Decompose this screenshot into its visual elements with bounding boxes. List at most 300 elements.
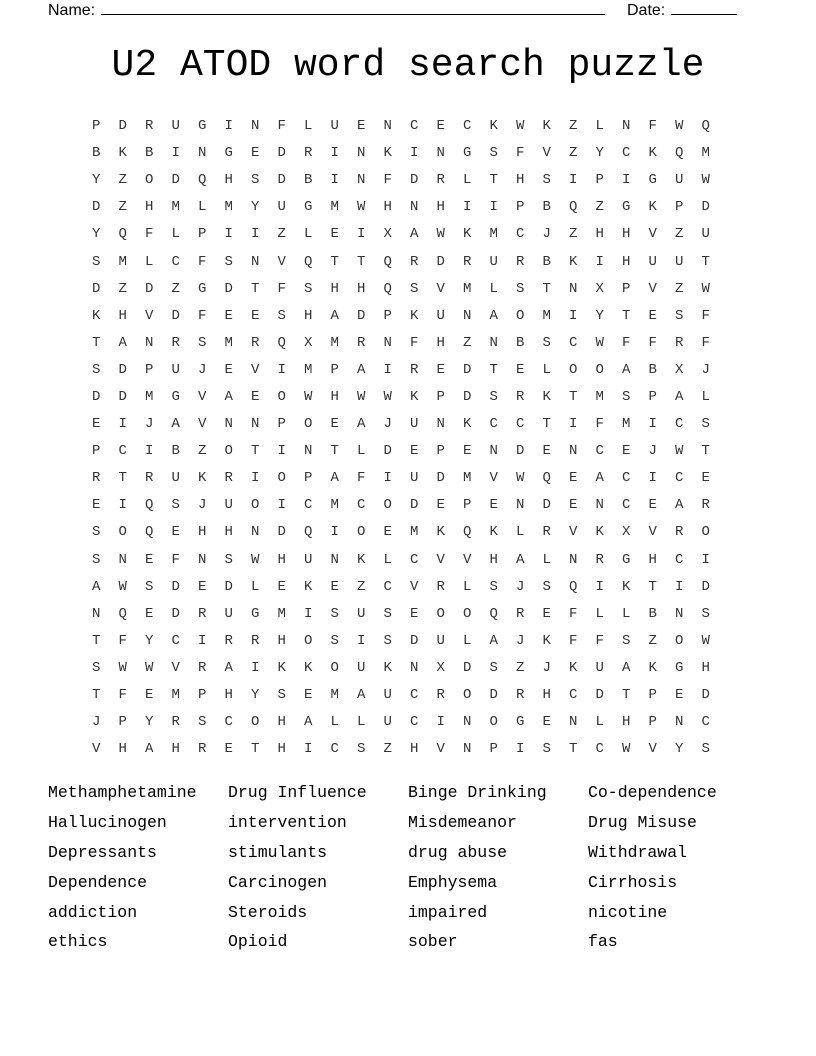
grid-letter[interactable]: W xyxy=(383,388,392,405)
grid-letter[interactable]: K xyxy=(357,551,366,568)
grid-letter[interactable]: J xyxy=(648,443,657,460)
grid-letter[interactable]: N xyxy=(569,714,578,731)
grid-letter[interactable]: Z xyxy=(171,280,180,297)
grid-letter[interactable]: P xyxy=(516,199,525,216)
grid-letter[interactable]: D xyxy=(701,199,710,216)
date-blank-line[interactable] xyxy=(671,0,737,15)
grid-letter[interactable]: H xyxy=(330,388,339,405)
grid-letter[interactable]: A xyxy=(304,714,313,731)
grid-letter[interactable]: E xyxy=(383,524,392,541)
grid-letter[interactable]: F xyxy=(595,632,604,649)
grid-letter[interactable]: H xyxy=(118,741,127,758)
grid-letter[interactable]: N xyxy=(145,334,154,351)
grid-letter[interactable]: H xyxy=(118,307,127,324)
grid-letter[interactable]: H xyxy=(224,172,233,189)
grid-letter[interactable]: O xyxy=(516,307,525,324)
grid-letter[interactable]: W xyxy=(145,659,154,676)
grid-letter[interactable]: U xyxy=(357,659,366,676)
grid-letter[interactable]: U xyxy=(224,497,233,514)
grid-letter[interactable]: W xyxy=(357,388,366,405)
grid-letter[interactable]: I xyxy=(251,226,260,243)
grid-letter[interactable]: L xyxy=(595,605,604,622)
grid-letter[interactable]: K xyxy=(410,388,419,405)
grid-letter[interactable]: K xyxy=(542,118,551,135)
grid-letter[interactable]: W xyxy=(701,632,710,649)
grid-letter[interactable]: F xyxy=(569,605,578,622)
grid-letter[interactable]: U xyxy=(648,253,657,270)
grid-letter[interactable]: K xyxy=(622,578,631,595)
grid-letter[interactable]: B xyxy=(92,145,101,162)
grid-letter[interactable]: H xyxy=(171,741,180,758)
grid-letter[interactable]: T xyxy=(622,687,631,704)
grid-letter[interactable]: S xyxy=(542,741,551,758)
grid-letter[interactable]: F xyxy=(357,470,366,487)
grid-letter[interactable]: Z xyxy=(383,741,392,758)
grid-letter[interactable]: E xyxy=(330,578,339,595)
grid-letter[interactable]: P xyxy=(595,172,604,189)
name-blank-line[interactable] xyxy=(101,0,605,15)
grid-letter[interactable]: D xyxy=(118,361,127,378)
grid-letter[interactable]: B xyxy=(542,199,551,216)
grid-letter[interactable]: I xyxy=(463,199,472,216)
grid-letter[interactable]: L xyxy=(595,714,604,731)
grid-letter[interactable]: F xyxy=(277,118,286,135)
grid-letter[interactable]: H xyxy=(145,199,154,216)
grid-letter[interactable]: E xyxy=(569,497,578,514)
grid-letter[interactable]: P xyxy=(622,280,631,297)
grid-letter[interactable]: D xyxy=(277,172,286,189)
grid-letter[interactable]: N xyxy=(569,280,578,297)
grid-letter[interactable]: M xyxy=(118,253,127,270)
grid-letter[interactable]: Z xyxy=(516,659,525,676)
grid-letter[interactable]: O xyxy=(251,714,260,731)
grid-letter[interactable]: E xyxy=(92,497,101,514)
grid-letter[interactable]: Q xyxy=(675,145,684,162)
grid-letter[interactable]: C xyxy=(410,714,419,731)
grid-letter[interactable]: N xyxy=(436,145,445,162)
grid-letter[interactable]: E xyxy=(145,687,154,704)
grid-letter[interactable]: E xyxy=(542,605,551,622)
grid-letter[interactable]: H xyxy=(277,741,286,758)
grid-letter[interactable]: P xyxy=(198,687,207,704)
grid-letter[interactable]: J xyxy=(701,361,710,378)
grid-letter[interactable]: S xyxy=(542,578,551,595)
grid-letter[interactable]: R xyxy=(436,578,445,595)
grid-letter[interactable]: I xyxy=(489,199,498,216)
grid-letter[interactable]: L xyxy=(595,118,604,135)
grid-letter[interactable]: F xyxy=(410,334,419,351)
grid-letter[interactable]: N xyxy=(251,118,260,135)
grid-letter[interactable]: E xyxy=(198,578,207,595)
grid-letter[interactable]: P xyxy=(648,388,657,405)
grid-letter[interactable]: F xyxy=(277,280,286,297)
grid-letter[interactable]: S xyxy=(92,524,101,541)
grid-letter[interactable]: G xyxy=(516,714,525,731)
grid-letter[interactable]: H xyxy=(436,199,445,216)
grid-letter[interactable]: E xyxy=(224,361,233,378)
grid-letter[interactable]: Z xyxy=(675,280,684,297)
grid-letter[interactable]: D xyxy=(410,497,419,514)
grid-letter[interactable]: H xyxy=(277,714,286,731)
grid-letter[interactable]: T xyxy=(489,172,498,189)
grid-letter[interactable]: F xyxy=(622,334,631,351)
grid-letter[interactable]: W xyxy=(701,280,710,297)
grid-letter[interactable]: W xyxy=(357,199,366,216)
grid-letter[interactable]: A xyxy=(145,741,154,758)
grid-letter[interactable]: R xyxy=(251,334,260,351)
grid-letter[interactable]: C xyxy=(675,551,684,568)
grid-letter[interactable]: D xyxy=(277,145,286,162)
grid-letter[interactable]: I xyxy=(277,497,286,514)
grid-letter[interactable]: D xyxy=(171,307,180,324)
grid-letter[interactable]: G xyxy=(304,199,313,216)
grid-letter[interactable]: A xyxy=(675,497,684,514)
grid-letter[interactable]: Y xyxy=(675,741,684,758)
grid-letter[interactable]: R xyxy=(224,632,233,649)
grid-letter[interactable]: I xyxy=(595,253,604,270)
grid-letter[interactable]: S xyxy=(251,172,260,189)
grid-letter[interactable]: O xyxy=(383,497,392,514)
grid-letter[interactable]: O xyxy=(569,361,578,378)
grid-letter[interactable]: U xyxy=(383,714,392,731)
grid-letter[interactable]: Q xyxy=(118,605,127,622)
grid-letter[interactable]: M xyxy=(171,687,180,704)
grid-letter[interactable]: V xyxy=(436,551,445,568)
grid-letter[interactable]: S xyxy=(410,280,419,297)
grid-letter[interactable]: I xyxy=(304,741,313,758)
grid-letter[interactable]: H xyxy=(330,280,339,297)
grid-letter[interactable]: T xyxy=(92,334,101,351)
grid-letter[interactable]: I xyxy=(118,497,127,514)
grid-letter[interactable]: P xyxy=(304,470,313,487)
grid-letter[interactable]: S xyxy=(92,551,101,568)
grid-letter[interactable]: Y xyxy=(595,145,604,162)
grid-letter[interactable]: H xyxy=(516,172,525,189)
date-field[interactable] xyxy=(627,0,737,20)
grid-letter[interactable]: Y xyxy=(92,172,101,189)
grid-letter[interactable]: N xyxy=(410,199,419,216)
grid-letter[interactable]: A xyxy=(92,578,101,595)
grid-letter[interactable]: I xyxy=(357,226,366,243)
grid-letter[interactable]: E xyxy=(251,307,260,324)
grid-letter[interactable]: H xyxy=(410,741,419,758)
grid-letter[interactable]: V xyxy=(569,524,578,541)
grid-letter[interactable]: Y xyxy=(595,307,604,324)
grid-letter[interactable]: Y xyxy=(145,714,154,731)
grid-letter[interactable]: G xyxy=(198,118,207,135)
grid-letter[interactable]: V xyxy=(145,307,154,324)
grid-letter[interactable]: P xyxy=(92,443,101,460)
grid-letter[interactable]: E xyxy=(330,226,339,243)
grid-letter[interactable]: E xyxy=(224,741,233,758)
grid-letter[interactable]: D xyxy=(171,172,180,189)
grid-letter[interactable]: S xyxy=(622,632,631,649)
grid-letter[interactable]: I xyxy=(304,605,313,622)
grid-letter[interactable]: F xyxy=(145,226,154,243)
grid-letter[interactable]: I xyxy=(675,578,684,595)
grid-letter[interactable]: U xyxy=(675,172,684,189)
grid-letter[interactable]: P xyxy=(489,741,498,758)
grid-letter[interactable]: H xyxy=(224,524,233,541)
grid-letter[interactable]: P xyxy=(463,497,472,514)
grid-letter[interactable]: V xyxy=(648,524,657,541)
grid-letter[interactable]: I xyxy=(595,578,604,595)
grid-letter[interactable]: B xyxy=(171,443,180,460)
grid-letter[interactable]: W xyxy=(251,551,260,568)
grid-letter[interactable]: H xyxy=(622,714,631,731)
grid-letter[interactable]: X xyxy=(436,659,445,676)
grid-letter[interactable]: M xyxy=(224,199,233,216)
grid-letter[interactable]: C xyxy=(622,470,631,487)
grid-letter[interactable]: F xyxy=(648,334,657,351)
grid-letter[interactable]: L xyxy=(489,280,498,297)
grid-letter[interactable]: V xyxy=(198,388,207,405)
grid-letter[interactable]: D xyxy=(92,388,101,405)
grid-letter[interactable]: N xyxy=(251,253,260,270)
grid-letter[interactable]: S xyxy=(171,497,180,514)
grid-letter[interactable]: O xyxy=(145,172,154,189)
grid-letter[interactable]: U xyxy=(410,470,419,487)
grid-letter[interactable]: U xyxy=(171,118,180,135)
grid-letter[interactable]: X xyxy=(675,361,684,378)
grid-letter[interactable]: I xyxy=(648,416,657,433)
grid-letter[interactable]: V xyxy=(277,253,286,270)
grid-letter[interactable]: T xyxy=(251,280,260,297)
grid-letter[interactable]: C xyxy=(410,118,419,135)
grid-letter[interactable]: H xyxy=(277,632,286,649)
grid-letter[interactable]: E xyxy=(410,443,419,460)
grid-letter[interactable]: E xyxy=(357,118,366,135)
grid-letter[interactable]: T xyxy=(569,741,578,758)
grid-letter[interactable]: A xyxy=(171,416,180,433)
grid-letter[interactable]: N xyxy=(251,524,260,541)
grid-letter[interactable]: A xyxy=(622,659,631,676)
grid-letter[interactable]: B xyxy=(304,172,313,189)
grid-letter[interactable]: E xyxy=(330,416,339,433)
grid-letter[interactable]: N xyxy=(357,145,366,162)
grid-letter[interactable]: N xyxy=(224,416,233,433)
grid-letter[interactable]: I xyxy=(171,145,180,162)
grid-letter[interactable]: U xyxy=(410,416,419,433)
grid-letter[interactable]: S xyxy=(224,551,233,568)
grid-letter[interactable]: I xyxy=(224,118,233,135)
grid-letter[interactable]: S xyxy=(489,659,498,676)
grid-letter[interactable]: C xyxy=(330,741,339,758)
grid-letter[interactable]: N xyxy=(516,497,525,514)
grid-letter[interactable]: C xyxy=(675,470,684,487)
grid-letter[interactable]: F xyxy=(198,253,207,270)
grid-letter[interactable]: S xyxy=(92,361,101,378)
grid-letter[interactable]: H xyxy=(383,199,392,216)
grid-letter[interactable]: N xyxy=(569,551,578,568)
grid-letter[interactable]: O xyxy=(701,524,710,541)
grid-letter[interactable]: E xyxy=(542,443,551,460)
grid-letter[interactable]: W xyxy=(595,334,604,351)
grid-letter[interactable]: A xyxy=(357,687,366,704)
grid-letter[interactable]: E xyxy=(304,687,313,704)
grid-letter[interactable]: H xyxy=(542,687,551,704)
grid-letter[interactable]: L xyxy=(357,443,366,460)
grid-letter[interactable]: G xyxy=(622,199,631,216)
grid-letter[interactable]: I xyxy=(118,416,127,433)
grid-letter[interactable]: C xyxy=(622,497,631,514)
grid-letter[interactable]: D xyxy=(118,118,127,135)
grid-letter[interactable]: E xyxy=(410,605,419,622)
grid-letter[interactable]: S xyxy=(198,714,207,731)
grid-letter[interactable]: R xyxy=(251,632,260,649)
grid-letter[interactable]: D xyxy=(357,307,366,324)
grid-letter[interactable]: T xyxy=(489,361,498,378)
grid-letter[interactable]: C xyxy=(622,145,631,162)
grid-letter[interactable]: E xyxy=(251,388,260,405)
grid-letter[interactable]: W xyxy=(436,226,445,243)
grid-letter[interactable]: E xyxy=(436,118,445,135)
grid-letter[interactable]: D xyxy=(542,497,551,514)
grid-letter[interactable]: C xyxy=(489,416,498,433)
grid-letter[interactable]: I xyxy=(198,632,207,649)
grid-letter[interactable]: N xyxy=(410,659,419,676)
grid-letter[interactable]: V xyxy=(171,659,180,676)
grid-letter[interactable]: H xyxy=(489,551,498,568)
grid-letter[interactable]: C xyxy=(701,714,710,731)
grid-letter[interactable]: C xyxy=(516,226,525,243)
grid-letter[interactable]: S xyxy=(330,632,339,649)
grid-letter[interactable]: W xyxy=(516,118,525,135)
grid-letter[interactable]: K xyxy=(489,118,498,135)
grid-letter[interactable]: P xyxy=(330,361,339,378)
grid-letter[interactable]: N xyxy=(463,714,472,731)
grid-letter[interactable]: I xyxy=(330,145,339,162)
grid-letter[interactable]: F xyxy=(118,632,127,649)
grid-letter[interactable]: N xyxy=(251,416,260,433)
grid-letter[interactable]: C xyxy=(171,632,180,649)
grid-letter[interactable]: V xyxy=(410,578,419,595)
grid-letter[interactable]: P xyxy=(145,361,154,378)
grid-letter[interactable]: D xyxy=(383,443,392,460)
grid-letter[interactable]: S xyxy=(92,253,101,270)
grid-letter[interactable]: I xyxy=(516,741,525,758)
grid-letter[interactable]: A xyxy=(516,551,525,568)
grid-letter[interactable]: E xyxy=(277,578,286,595)
grid-letter[interactable]: C xyxy=(171,253,180,270)
grid-letter[interactable]: R xyxy=(701,497,710,514)
grid-letter[interactable]: S xyxy=(145,578,154,595)
grid-letter[interactable]: F xyxy=(383,172,392,189)
grid-letter[interactable]: S xyxy=(701,416,710,433)
grid-letter[interactable]: M xyxy=(304,361,313,378)
grid-letter[interactable]: R xyxy=(224,470,233,487)
grid-letter[interactable]: A xyxy=(595,470,604,487)
grid-letter[interactable]: Q xyxy=(701,118,710,135)
grid-letter[interactable]: L xyxy=(701,388,710,405)
grid-letter[interactable]: S xyxy=(383,605,392,622)
grid-letter[interactable]: S xyxy=(516,280,525,297)
grid-letter[interactable]: N xyxy=(489,443,498,460)
grid-letter[interactable]: P xyxy=(436,388,445,405)
grid-letter[interactable]: J xyxy=(92,714,101,731)
grid-letter[interactable]: R xyxy=(516,253,525,270)
grid-letter[interactable]: J xyxy=(198,497,207,514)
grid-letter[interactable]: S xyxy=(330,605,339,622)
grid-letter[interactable]: N xyxy=(463,307,472,324)
grid-letter[interactable]: F xyxy=(595,416,604,433)
grid-letter[interactable]: K xyxy=(463,416,472,433)
grid-letter[interactable]: V xyxy=(648,741,657,758)
grid-letter[interactable]: L xyxy=(145,253,154,270)
grid-letter[interactable]: G xyxy=(251,605,260,622)
grid-letter[interactable]: V xyxy=(251,361,260,378)
grid-letter[interactable]: Z xyxy=(595,199,604,216)
grid-letter[interactable]: I xyxy=(436,714,445,731)
grid-letter[interactable]: C xyxy=(595,443,604,460)
grid-letter[interactable]: O xyxy=(357,524,366,541)
grid-letter[interactable]: U xyxy=(171,361,180,378)
grid-letter[interactable]: U xyxy=(675,253,684,270)
grid-letter[interactable]: X xyxy=(595,280,604,297)
grid-letter[interactable]: S xyxy=(489,388,498,405)
grid-letter[interactable]: S xyxy=(92,659,101,676)
grid-letter[interactable]: F xyxy=(516,145,525,162)
grid-letter[interactable]: U xyxy=(383,687,392,704)
grid-letter[interactable]: S xyxy=(675,307,684,324)
grid-letter[interactable]: I xyxy=(224,226,233,243)
grid-letter[interactable]: D xyxy=(516,443,525,460)
grid-letter[interactable]: P xyxy=(648,687,657,704)
grid-letter[interactable]: I xyxy=(145,443,154,460)
grid-letter[interactable]: N xyxy=(118,551,127,568)
grid-letter[interactable]: L xyxy=(542,551,551,568)
grid-letter[interactable]: E xyxy=(516,361,525,378)
grid-letter[interactable]: H xyxy=(436,334,445,351)
grid-letter[interactable]: I xyxy=(330,524,339,541)
grid-letter[interactable]: I xyxy=(622,172,631,189)
grid-letter[interactable]: I xyxy=(701,551,710,568)
grid-letter[interactable]: Z xyxy=(569,226,578,243)
grid-letter[interactable]: T xyxy=(542,416,551,433)
grid-letter[interactable]: L xyxy=(251,578,260,595)
grid-letter[interactable]: O xyxy=(463,605,472,622)
grid-letter[interactable]: E xyxy=(436,361,445,378)
grid-letter[interactable]: Z xyxy=(277,226,286,243)
grid-letter[interactable]: M xyxy=(622,416,631,433)
grid-letter[interactable]: K xyxy=(198,470,207,487)
grid-letter[interactable]: N xyxy=(383,334,392,351)
grid-letter[interactable]: D xyxy=(224,578,233,595)
grid-letter[interactable]: F xyxy=(648,118,657,135)
grid-letter[interactable]: G xyxy=(463,145,472,162)
grid-letter[interactable]: T xyxy=(251,741,260,758)
grid-letter[interactable]: M xyxy=(330,497,339,514)
grid-letter[interactable]: O xyxy=(304,416,313,433)
grid-letter[interactable]: N xyxy=(489,334,498,351)
grid-letter[interactable]: T xyxy=(92,632,101,649)
grid-letter[interactable]: M xyxy=(463,470,472,487)
grid-letter[interactable]: J xyxy=(542,659,551,676)
grid-letter[interactable]: D xyxy=(701,687,710,704)
grid-letter[interactable]: S xyxy=(277,307,286,324)
grid-letter[interactable]: K xyxy=(569,253,578,270)
grid-letter[interactable]: V xyxy=(436,280,445,297)
grid-letter[interactable]: S xyxy=(489,578,498,595)
grid-letter[interactable]: D xyxy=(701,578,710,595)
grid-letter[interactable]: F xyxy=(118,687,127,704)
grid-letter[interactable]: M xyxy=(330,334,339,351)
grid-letter[interactable]: S xyxy=(489,145,498,162)
grid-letter[interactable]: V xyxy=(92,741,101,758)
grid-letter[interactable]: N xyxy=(675,605,684,622)
grid-letter[interactable]: G xyxy=(171,388,180,405)
grid-letter[interactable]: Z xyxy=(118,199,127,216)
